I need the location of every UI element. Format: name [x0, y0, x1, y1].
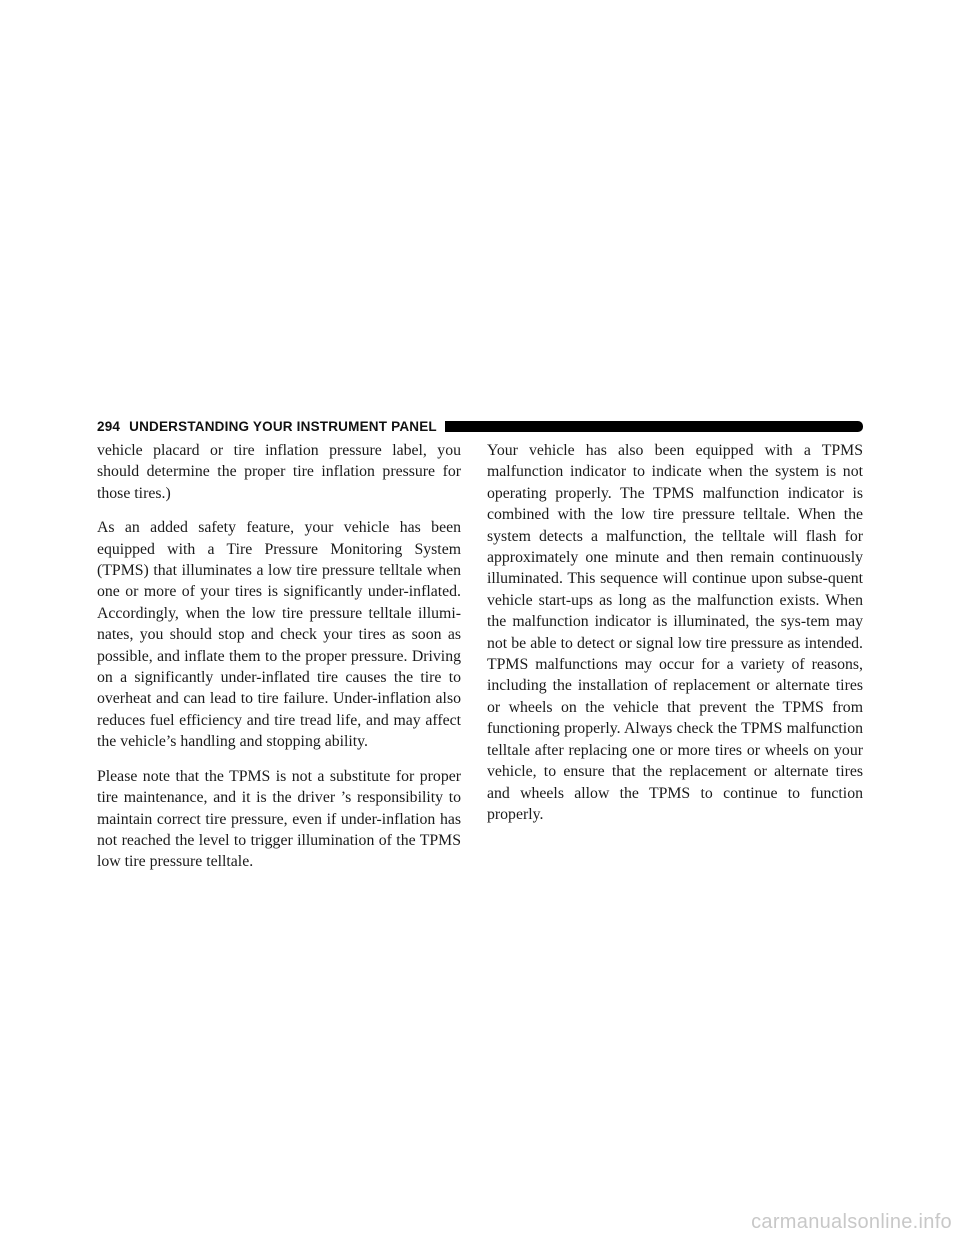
left-column: [97, 440, 461, 886]
paragraph: As an added safety feature, your vehicle has been equipped with a Tire Pressure Monitoring System (TPMS) that illuminates a low tire pressure telltale when one or more of your tires is significantly under-inflated. Accordingly, when the low tire pressure telltale illumi-nates, you should stop and check your tires as soon as possible, and inflate them to the proper pressure. Driving on a significantly under-inflated tire causes the tire to overheat and can lead to tire failure. Under-inflation also reduces fuel efficiency and tire tread life, and may affect the vehicle’s handling and stopping ability.: [97, 519, 461, 751]
page-number: 294: [97, 418, 121, 434]
paragraph: vehicle placard or tire inflation pressure label, you should determine the proper tire inflation pressure for those tires.): [97, 442, 461, 502]
page-header: [97, 417, 863, 435]
watermark: carmanualsonline.info: [751, 1211, 952, 1233]
paragraph: Your vehicle has also been equipped with a TPMS malfunction indicator to indicate when the system is not operating properly. The TPMS malfunction indicator is combined with the low tire pressure telltale. When the system detects a malfunction, the telltale will flash for approximately one minute and then remain continuously illuminated. This sequence will continue upon subse-quent vehicle start-ups as long as the malfunction exists. When the malfunction indicator is illuminated, the sys-tem may not be able to detect or signal low tire pressure as intended. TPMS malfunctions may occur for a variety of reasons, including the installation of replacement or alternate tires or wheels on the vehicle that prevent the TPMS from functioning properly. Always check the TPMS malfunction telltale after replacing one or more tires or wheels on your vehicle, to ensure that the replacement or alternate tires and wheels allow the TPMS to continue to function properly.: [487, 442, 863, 823]
section-title: UNDERSTANDING YOUR INSTRUMENT PANEL: [129, 418, 437, 434]
paragraph: Please note that the TPMS is not a substitute for proper tire maintenance, and it is the driver ’s responsibility to maintain correct tire pressure, even if under-inflation has not reached the level to trigger illumination of the TPMS low tire pressure telltale.: [97, 767, 461, 871]
right-column: [487, 440, 863, 838]
header-rule: [445, 421, 863, 432]
